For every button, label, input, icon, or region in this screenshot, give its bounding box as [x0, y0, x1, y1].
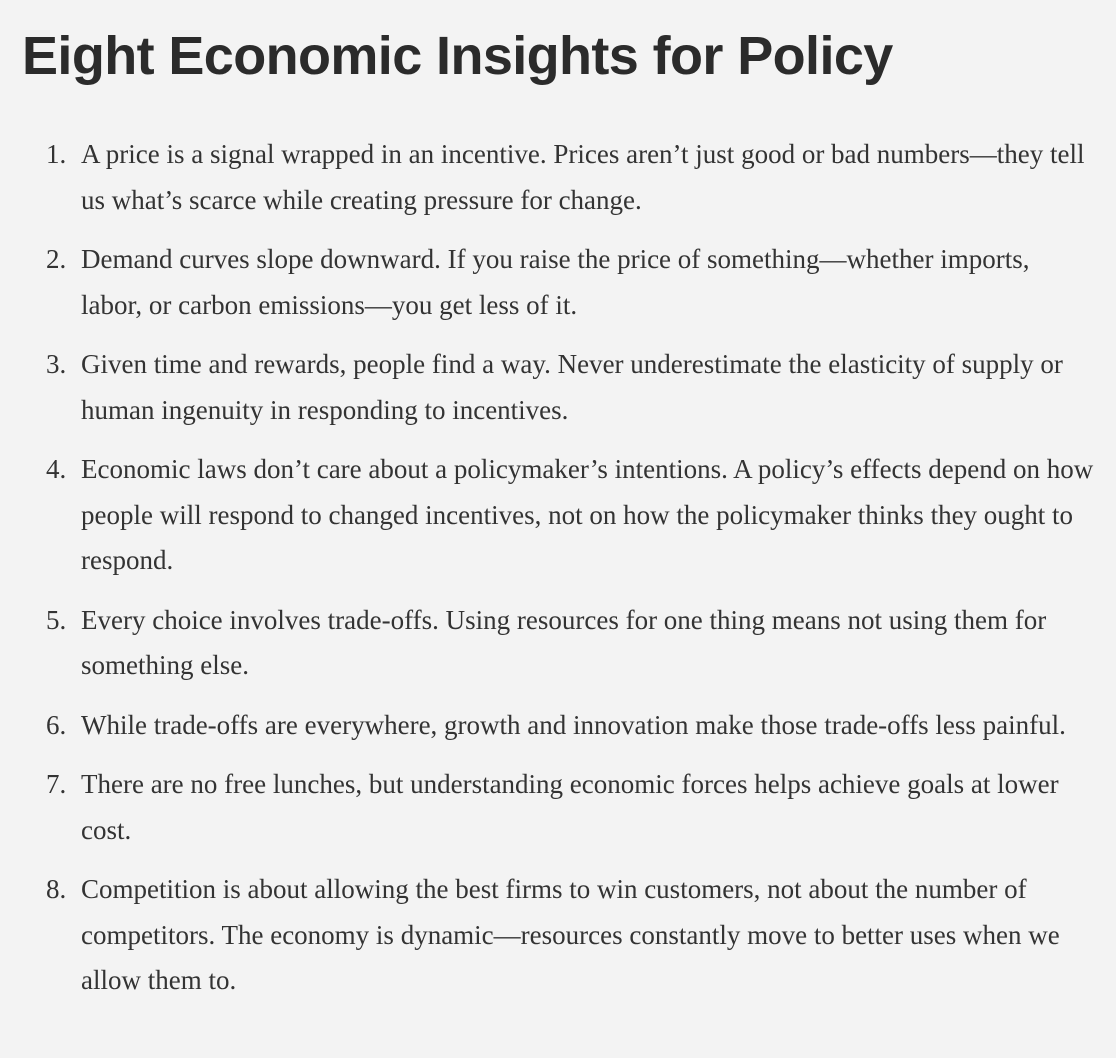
list-item-number: 7. — [46, 769, 67, 799]
list-item — [22, 237, 1095, 328]
list-item-number: 2. — [46, 244, 67, 274]
list-item — [22, 703, 1095, 749]
list-item-number: 4. — [46, 454, 67, 484]
list-item — [22, 867, 1095, 1004]
list-item-text: Demand curves slope downward. If you raise the price of something—whether imports, labor, or carbon emissions—you get less of it. — [81, 244, 1030, 320]
list-item — [22, 132, 1095, 223]
list-item-text: While trade-offs are everywhere, growth and innovation make those trade-offs less painful. — [81, 709, 1066, 740]
list-item — [22, 447, 1095, 584]
page-title: Eight Economic Insights for Policy — [22, 26, 893, 86]
list-item — [22, 762, 1095, 853]
list-item-text: Economic laws don’t care about a policymaker’s intentions. A policy’s effects depend on how people will respond to changed incentives, not on how the policymaker thinks they ought to respond. — [81, 454, 1094, 575]
list-item — [22, 598, 1095, 689]
list-item-number: 8. — [46, 874, 67, 904]
list-item-number: 5. — [46, 604, 67, 635]
list-item-number: 1. — [46, 139, 67, 169]
insights-list — [22, 132, 1116, 1004]
list-item-text: Given time and rewards, people find a way. Never underestimate the elasticity of supply or human ingenuity in responding to incentives. — [81, 349, 1063, 425]
list-item-number: 6. — [46, 709, 67, 740]
list-item-text: Competition is about allowing the best firms to win customers, not about the number of competitors. The economy is dynamic—resources constantly move to better uses when we allow them to. — [81, 874, 1060, 995]
list-item-text: A price is a signal wrapped in an incentive. Prices aren’t just good or bad numbers—they tell us what’s scarce while creating pressure for change. — [81, 139, 1085, 215]
list-item — [22, 342, 1095, 433]
list-item-number: 3. — [46, 349, 67, 379]
list-item-text: Every choice involves trade-offs. Using resources for one thing means not using them for something else. — [81, 604, 1047, 680]
list-item-text: There are no free lunches, but understanding economic forces helps achieve goals at lower cost. — [81, 769, 1059, 845]
